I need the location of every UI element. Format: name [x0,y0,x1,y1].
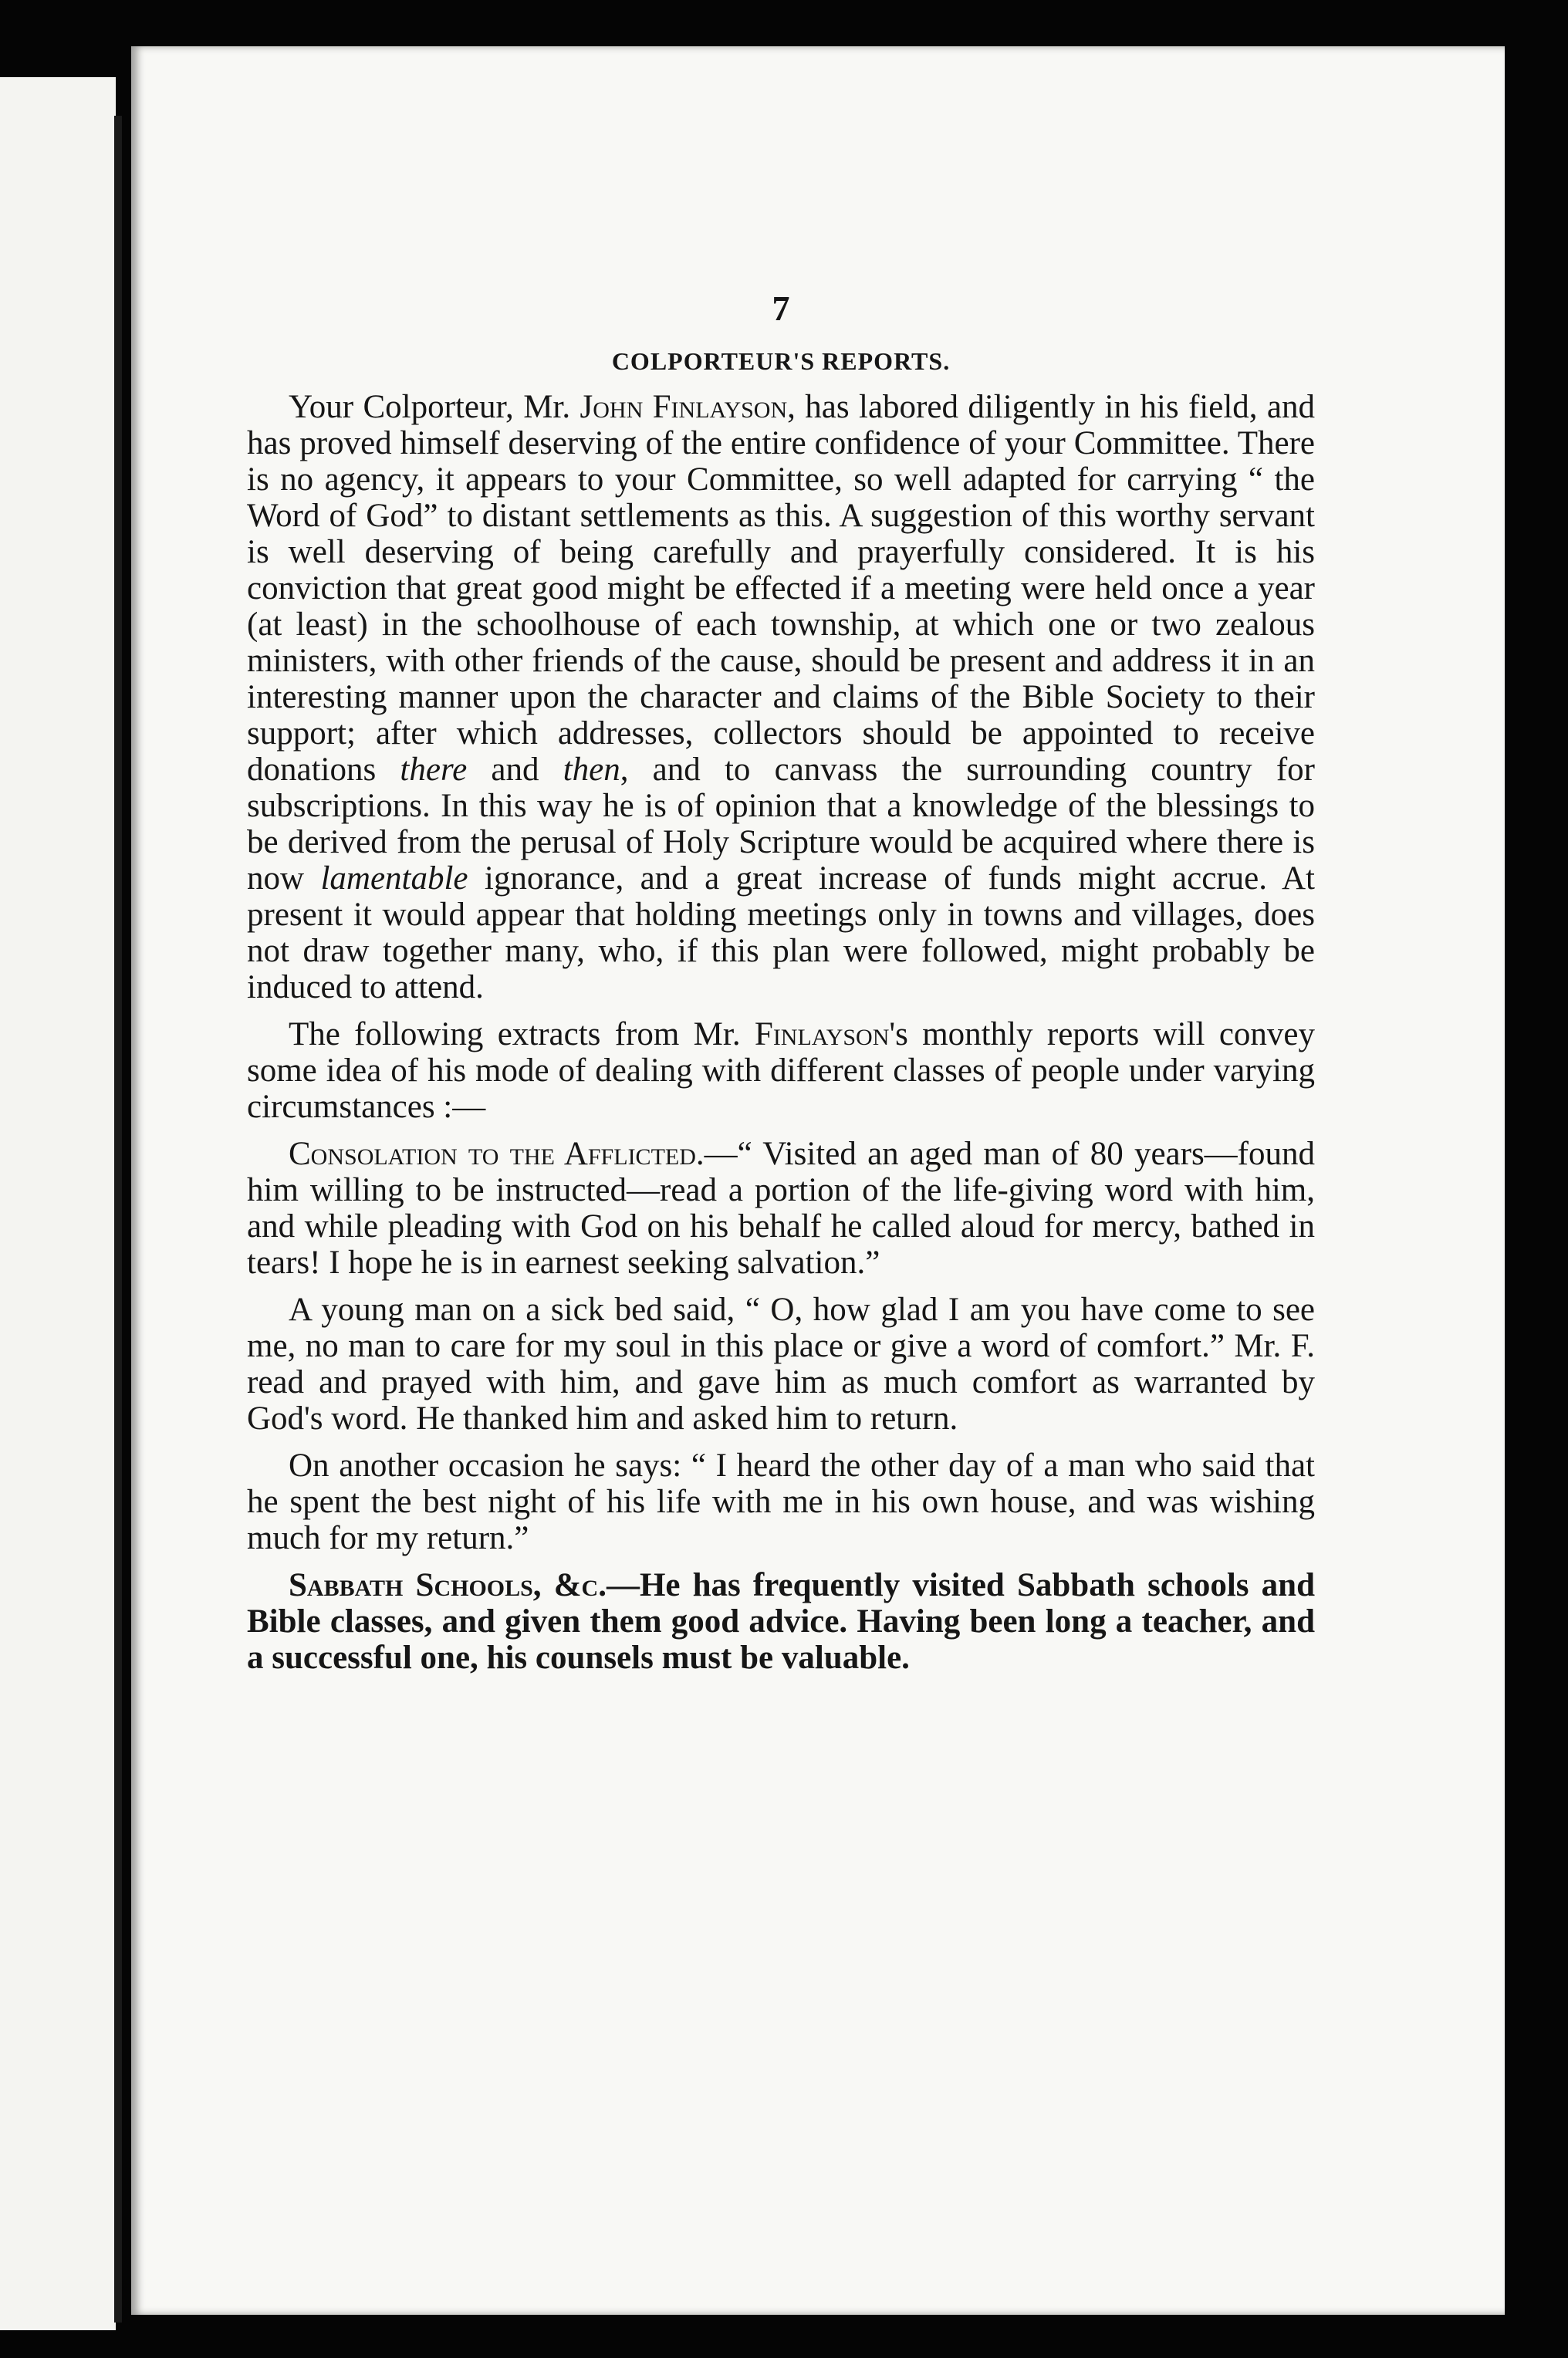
p1-text-start: Your Colporteur, Mr. [289,389,580,425]
p2-text-start: The following extracts from Mr. [289,1016,755,1052]
paragraph-extracts-intro [247,1016,1315,1125]
page-number: 7 [772,289,790,328]
paragraph-colporteur-intro [247,389,1315,1005]
sabbath-lead: Sabbath Schools, &c. [289,1567,607,1603]
colporteur-name: John Finlayson [580,389,788,425]
book-page [131,46,1505,2315]
sabbath-text: —He has frequently visited Sabbath schools and Bible classes, and given them good advice. Having been long a teacher, and a successful one, his counsels must be valuable. [247,1567,1315,1676]
facing-page-margin [0,77,116,2330]
young-man-text: A young man on a sick bed said, “ O, how glad I am you have come to see me, no man to care for my soul in this place or give a word of comfort.” Mr. F. read and prayed with him, and gave him as much comfort as warranted by God's word. He thanked him and asked him to return. [247,1292,1315,1437]
paragraph-consolation [247,1136,1315,1281]
paragraph-another-occasion [247,1448,1315,1556]
paragraph-sabbath-schools [247,1567,1315,1676]
consolation-text: —“ Visited an aged man of 80 years—found him willing to be instructed—read a portion of the life-giving word with him, and while pleading with God on his behalf he called aloud for mercy, bathed in tears! I hope he is in earnest seeking salvation.” [247,1136,1316,1281]
p1-text-between: and [467,752,563,788]
another-occasion-text: On another occasion he says: “ I heard the other day of a man who said that he spent the best night of his life with me in his own house, and was wishing much for my return.” [247,1448,1315,1556]
emphasis-lamentable: lamentable [320,860,468,897]
p1-text-continued: , and to canvass the surrounding country for subscriptions. In this way he is of opinion that a knowledge of the blessings to be derived from the perusal of Holy Scripture would be acquired where there is now [247,752,1315,897]
emphasis-there: there [400,752,468,788]
p2-text-end: 's monthly reports will convey some idea of his mode of dealing with different classes of people under varying circumstances :— [247,1016,1315,1125]
page-body [247,285,1315,1687]
consolation-lead: Consolation to the Afflicted. [289,1136,705,1172]
finlayson-name: Finlayson [754,1016,890,1052]
paragraph-young-man [247,1292,1315,1437]
page-gutter [114,116,122,2323]
emphasis-then: then [563,752,620,788]
p1-text-body: , has labored diligently in his field, and has proved himself deserving of the entire confidence of your Committee. There is no agency, it appears to your Committee, so well adapted for carrying “ the Word of God” to distant settlements as this. A suggestion of this worthy servant is well deserving of being carefully and prayerfully considered. It is his conviction that great good might be effected if a meeting were held once a year (at least) in the schoolhouse of each township, at which one or two zealous ministers, with other friends of the cause, should be present and address it in an interesting manner upon the character and claims of the Bible Society to their support; after which addresses, collectors should be appointed to receive donations [247,389,1316,788]
p1-text-end: ignorance, and a great increase of funds might accrue. At present it would appear that holding meetings only in towns and villages, does not draw together many, who, if this plan were followed, might probably be induced to attend. [247,860,1315,1005]
section-heading: COLPORTEUR'S REPORTS. [611,347,951,375]
